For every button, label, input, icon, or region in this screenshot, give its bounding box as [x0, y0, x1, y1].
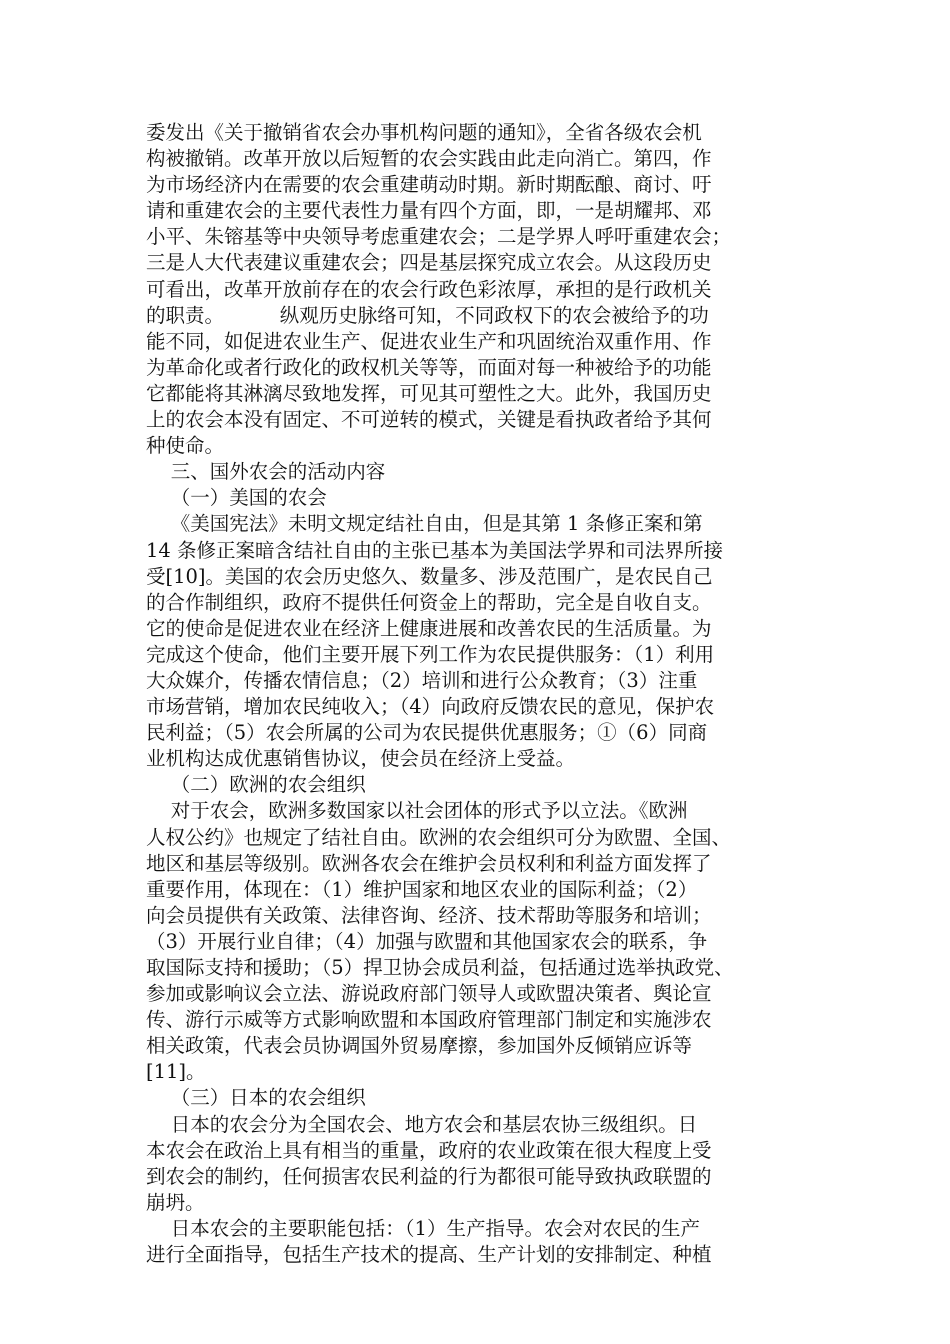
text-line: 重要作用，体现在：（1）维护国家和地区农业的国际利益；（2）	[146, 877, 698, 901]
text-line: 到农会的制约，任何损害农民利益的行为都很可能导致执政联盟的	[146, 1164, 712, 1188]
text-line: 它的使命是促进农业在经济上健康进展和改善农民的生活质量。为	[146, 616, 712, 640]
text-line: 崩坍。	[146, 1190, 205, 1214]
text-line: 的职责。 纵观历史脉络可知，不同政权下的农会被给予的功	[146, 303, 709, 327]
text-line: 对于农会，欧洲多数国家以社会团体的形式予以立法。《欧洲	[146, 799, 688, 823]
text-line: 上的农会本没有固定、不可逆转的模式，关键是看执政者给予其何	[146, 408, 712, 432]
text-line: （3）开展行业自律；（4）加强与欧盟和其他国家农会的联系，争	[146, 929, 708, 953]
text-line: 《美国宪法》未明文规定结社自由，但是其第 1 条修正案和第	[146, 512, 703, 536]
text-line: 参加或影响议会立法、游说政府部门领导人或欧盟决策者、舆论宣	[146, 982, 712, 1006]
text-line: 受[10]。美国的农会历史悠久、数量多、涉及范围广，是农民自己	[146, 564, 713, 588]
text-line: 构被撤销。改革开放以后短暂的农会实践由此走向消亡。第四，作	[146, 147, 712, 171]
text-line: 的合作制组织，政府不提供任何资金上的帮助，完全是自收自支。	[146, 590, 712, 614]
subsection-heading: （一）美国的农会	[146, 486, 327, 510]
text-line: 大众媒介，传播农情信息；（2）培训和进行公众教育；（3）注重	[146, 668, 698, 692]
text-line: 向会员提供有关政策、法律咨询、经济、技术帮助等服务和培训；	[146, 903, 712, 927]
subsection-heading: （三）日本的农会组织	[146, 1086, 366, 1110]
document-body	[146, 120, 818, 1268]
text-line: 可看出，改革开放前存在的农会行政色彩浓厚，承担的是行政机关	[146, 277, 712, 301]
text-line: 人权公约》也规定了结社自由。欧洲的农会组织可分为欧盟、全国、	[146, 825, 732, 849]
text-line: 相关政策，代表会员协调国外贸易摩擦，参加国外反倾销应诉等	[146, 1034, 693, 1058]
section-heading: 三、国外农会的活动内容	[146, 460, 386, 484]
text-line: 市场营销，增加农民纯收入；（4）向政府反馈农民的意见，保护农	[146, 695, 715, 719]
text-line: 为市场经济内在需要的农会重建萌动时期。新时期酝酿、商讨、吁	[146, 173, 712, 197]
text-line: 它都能将其淋漓尽致地发挥，可见其可塑性之大。此外，我国历史	[146, 381, 712, 405]
text-line: 取国际支持和援助；（5）捍卫协会成员利益，包括通过选举执政党、	[146, 956, 734, 979]
subsection-heading: （二）欧洲的农会组织	[146, 773, 366, 797]
text-line: 请和重建农会的主要代表性力量有四个方面，即，一是胡耀邦、邓	[146, 199, 712, 223]
text-line: 传、游行示威等方式影响欧盟和本国政府管理部门制定和实施涉农	[146, 1008, 712, 1032]
text-line: 业机构达成优惠销售协议，使会员在经济上受益。	[146, 747, 576, 771]
text-line: 小平、朱镕基等中央领导考虑重建农会；二是学界人呼吁重建农会；	[146, 225, 732, 249]
text-line: 三是人大代表建议重建农会；四是基层探究成立农会。从这段历史	[146, 251, 712, 275]
text-line: [11]。	[146, 1060, 206, 1084]
text-line: 为革命化或者行政化的政权机关等等，而面对每一种被给予的功能	[146, 355, 712, 379]
text-line: 民利益；（5）农会所属的公司为农民提供优惠服务；①（6）同商	[146, 721, 708, 745]
text-line: 能不同，如促进农业生产、促进农业生产和巩固统治双重作用、作	[146, 329, 712, 353]
text-line: 完成这个使命，他们主要开展下列工作为农民提供服务：（1）利用	[146, 642, 715, 666]
text-line: 日本的农会分为全国农会、地方农会和基层农协三级组织。日	[146, 1112, 698, 1136]
text-line: 进行全面指导，包括生产技术的提高、生产计划的安排制定、种植	[146, 1243, 712, 1267]
text-line: 14 条修正案暗含结社自由的主张已基本为美国法学界和司法界所接	[146, 538, 724, 562]
text-line: 种使命。	[146, 434, 225, 458]
text-line: 本农会在政治上具有相当的重量，政府的农业政策在很大程度上受	[146, 1138, 712, 1162]
text-line: 委发出《关于撤销省农会办事机构问题的通知》，全省各级农会机	[146, 121, 702, 144]
text-line: 日本农会的主要职能包括：（1）生产指导。农会对农民的生产	[146, 1216, 700, 1240]
text-line: 地区和基层等级别。欧洲各农会在维护会员权利和利益方面发挥了	[146, 851, 712, 875]
